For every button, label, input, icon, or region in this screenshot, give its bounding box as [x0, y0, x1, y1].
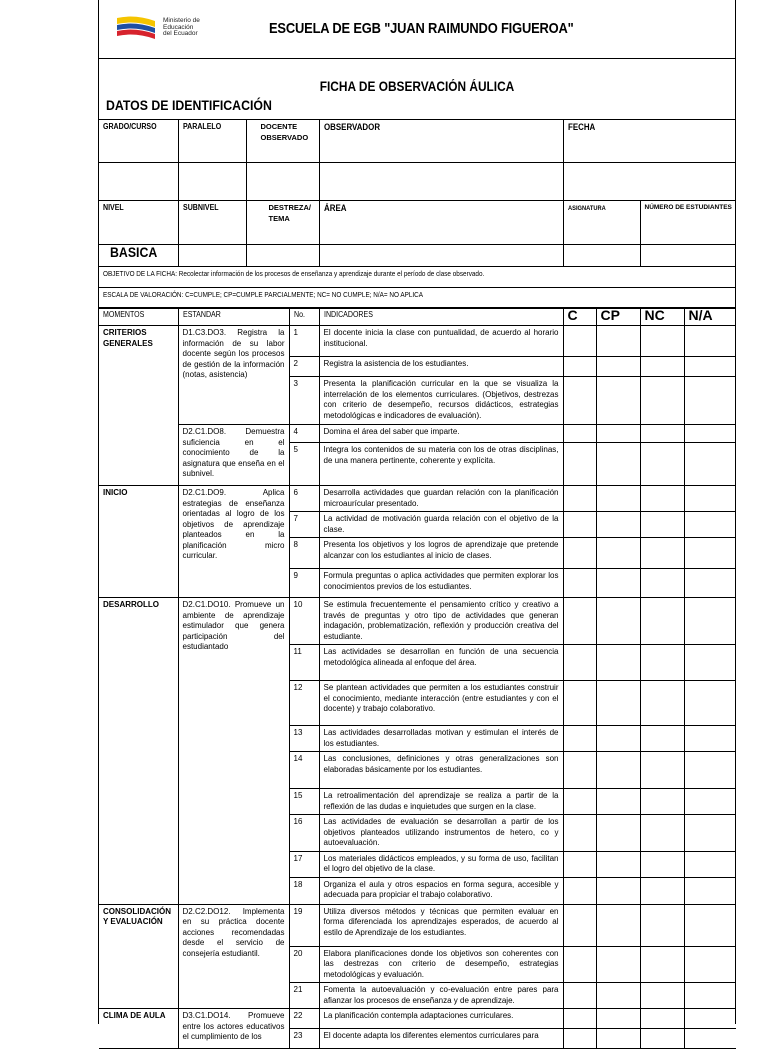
na-check[interactable] [684, 681, 736, 726]
indicator-cell: Las actividades se desarrollan en función de una secuencia metodológica alineada al enfoque del área. [319, 645, 563, 681]
cp-check[interactable] [596, 1029, 640, 1049]
row-number: 8 [289, 538, 319, 569]
row-number: 23 [289, 1029, 319, 1049]
row-number: 22 [289, 1009, 319, 1029]
momentos-header: MOMENTOS [99, 308, 178, 326]
indicator-cell: Las actividades desarrolladas motivan y estimulan el interés de los estudiantes. [319, 726, 563, 752]
row-number: 5 [289, 443, 319, 486]
nc-check[interactable] [640, 681, 684, 726]
nc-check[interactable] [640, 326, 684, 357]
subnivel-label: SUBNIVEL [178, 201, 246, 245]
row-number: 21 [289, 983, 319, 1009]
na-check[interactable] [684, 946, 736, 983]
c-check[interactable] [563, 1029, 596, 1049]
row-number: 12 [289, 681, 319, 726]
momento-cell: CLIMA DE AULA [99, 1009, 178, 1049]
na-check[interactable] [684, 512, 736, 538]
estandar-header: ESTANDAR [178, 308, 289, 326]
destreza-label: DESTREZA/ TEMA [246, 201, 319, 245]
row-number: 17 [289, 851, 319, 877]
row-number: 6 [289, 486, 319, 512]
c-check[interactable] [563, 983, 596, 1009]
indicator-cell: El docente inicia la clase con puntualidad, de acuerdo al horario institucional. [319, 326, 563, 357]
paralelo-label: PARALELO [178, 120, 246, 163]
row-number: 2 [289, 357, 319, 377]
nc-check[interactable] [640, 486, 684, 512]
row-number: 18 [289, 877, 319, 904]
indicator-cell: Los materiales didácticos empleados, y su forma de uso, facilitan el logro del objetivo de la clase. [319, 851, 563, 877]
estandar-cell: D2.C2.DO12. Implementa en su práctica docente acciones recomendadas desde el servicio de consejería estudiantil. [178, 904, 289, 1009]
c-check[interactable] [563, 598, 596, 645]
observador-value[interactable] [319, 163, 563, 201]
c-check[interactable] [563, 851, 596, 877]
na-check[interactable] [684, 815, 736, 852]
header-divider [99, 58, 735, 59]
row-number: 11 [289, 645, 319, 681]
subnivel-value[interactable] [178, 245, 246, 267]
observador-label: OBSERVADOR [319, 120, 563, 163]
row-number: 15 [289, 789, 319, 815]
c-check[interactable] [563, 752, 596, 789]
nc-check[interactable] [640, 1029, 684, 1049]
asignatura-label: ASIGNATURA [563, 201, 640, 245]
cp-check[interactable] [596, 443, 640, 486]
na-check[interactable] [684, 877, 736, 904]
row-number: 1 [289, 326, 319, 357]
cp-check[interactable] [596, 983, 640, 1009]
school-name: ESCUELA DE EGB "JUAN RAIMUNDO FIGUEROA" [269, 20, 574, 37]
nc-check[interactable] [640, 377, 684, 425]
cp-check[interactable] [596, 904, 640, 946]
cp-check[interactable] [596, 598, 640, 645]
nc-check[interactable] [640, 789, 684, 815]
area-label: ÁREA [319, 201, 563, 245]
c-check[interactable] [563, 1009, 596, 1029]
cp-check[interactable] [596, 789, 640, 815]
area-value[interactable] [319, 245, 563, 267]
objective-row: OBJETIVO DE LA FICHA: Recolectar información de los procesos de enseñanza y aprendizaje durante el período de clase observado. [99, 267, 736, 288]
nc-check[interactable] [640, 357, 684, 377]
cp-check[interactable] [596, 1009, 640, 1029]
indicator-cell: Presenta la planificación curricular en la que se visualiza la interrelación de los elementos curriculares. (Objetivos, destrezas con criterio de desempeño, recursos didácticos, estrategias metodológicas e indicadores de evaluación). [319, 377, 563, 425]
na-check[interactable] [684, 983, 736, 1009]
c-check[interactable] [563, 904, 596, 946]
cp-check[interactable] [596, 512, 640, 538]
nc-check[interactable] [640, 877, 684, 904]
form-title: FICHA DE OBSERVACIÓN ÁULICA [319, 79, 515, 94]
na-check[interactable] [684, 357, 736, 377]
c-check[interactable] [563, 681, 596, 726]
momento-cell: CONSOLIDACIÓN Y EVALUACIÓN [99, 904, 178, 1009]
observation-table [99, 307, 736, 1049]
indicator-cell: Domina el área del saber que imparte. [319, 425, 563, 443]
cp-check[interactable] [596, 645, 640, 681]
indicator-cell: La actividad de motivación guarda relación con el objetivo de la clase. [319, 512, 563, 538]
na-check[interactable] [684, 789, 736, 815]
docente-label: DOCENTE OBSERVADO [246, 120, 319, 163]
c-check[interactable] [563, 377, 596, 425]
nc-check[interactable] [640, 569, 684, 598]
cp-check[interactable] [596, 486, 640, 512]
indicator-cell: Utiliza diversos métodos y técnicas que permiten evaluar en forma diferenciada los aprendizajes esperados, de acuerdo al estilo de Aprendizaje de los estudiantes. [319, 904, 563, 946]
cp-check[interactable] [596, 851, 640, 877]
indicator-cell: Integra los contenidos de su materia con los de otras disciplinas, de una manera pertinente, coherente y explícita. [319, 443, 563, 486]
c-check[interactable] [563, 425, 596, 443]
c-check[interactable] [563, 789, 596, 815]
nc-check[interactable] [640, 645, 684, 681]
no-header: No. [289, 308, 319, 326]
indicator-cell: Organiza el aula y otros espacios en forma segura, accesible y adecuada para propiciar el trabajo colaborativo. [319, 877, 563, 904]
grado-label: GRADO/CURSO [99, 120, 178, 163]
indicator-cell: Las conclusiones, definiciones y otras generalizaciones son elaboradas básicamente por los estudiantes. [319, 752, 563, 789]
observation-sheet [98, 0, 736, 1041]
section-title: DATOS DE IDENTIFICACIÓN [106, 97, 272, 113]
indicator-cell: Se estimula frecuentemente el pensamiento crítico y creativo a través de preguntas y otro tipo de actividades que generan indagación, problematización, reflexión y producción creativa del estudiante. [319, 598, 563, 645]
nc-check[interactable] [640, 512, 684, 538]
school-header [99, 0, 735, 59]
cp-check[interactable] [596, 752, 640, 789]
indicator-cell: Desarrolla actividades que guardan relación con la planificación microaurícular presentado. [319, 486, 563, 512]
c-check[interactable] [563, 538, 596, 569]
grado-value[interactable] [99, 163, 178, 201]
na-check[interactable] [684, 538, 736, 569]
indicator-cell: Elabora planificaciones donde los objetivos son coherentes con las destrezas con criterio de desempeño, estrategias metodológicas y evaluación. [319, 946, 563, 983]
na-check[interactable] [684, 752, 736, 789]
cp-check[interactable] [596, 569, 640, 598]
c-check[interactable] [563, 486, 596, 512]
identification-table [99, 119, 736, 309]
nc-check[interactable] [640, 726, 684, 752]
cp-check[interactable] [596, 815, 640, 852]
scale-row: ESCALA DE VALORACIÓN: C=CUMPLE; CP=CUMPLE PARCIALMENTE; NC= NO CUMPLE; N/A= NO APLICA [99, 288, 736, 309]
row-number: 10 [289, 598, 319, 645]
cp-check[interactable] [596, 357, 640, 377]
cp-check[interactable] [596, 681, 640, 726]
ministry-flag-icon [115, 15, 159, 41]
numero-label: NÚMERO DE ESTUDIANTES [640, 201, 736, 245]
numero-value[interactable] [640, 245, 736, 267]
c-check[interactable] [563, 443, 596, 486]
cp-check[interactable] [596, 377, 640, 425]
na-check[interactable] [684, 904, 736, 946]
nivel-value[interactable]: BASICA [99, 245, 178, 267]
indicator-cell: Registra la asistencia de los estudiantes. [319, 357, 563, 377]
momento-cell: CRITERIOS GENERALES [99, 326, 178, 486]
nivel-label: NIVEL [99, 201, 178, 245]
c-check[interactable] [563, 512, 596, 538]
na-check[interactable] [684, 645, 736, 681]
ministry-logo-text: Ministerio de Educación del Ecuador [163, 17, 200, 38]
nc-check[interactable] [640, 538, 684, 569]
row-number: 4 [289, 425, 319, 443]
indicator-cell: La planificación contempla adaptaciones curriculares. [319, 1009, 563, 1029]
na-check[interactable] [684, 425, 736, 443]
nc-check[interactable] [640, 598, 684, 645]
fecha-label: FECHA [563, 120, 736, 163]
indicator-cell: Las actividades de evaluación se desarrollan a partir de los objetivos planteados utilizando instrumentos de hetero, co y autoevaluación. [319, 815, 563, 852]
cp-header: CP [596, 308, 640, 326]
estandar-cell: D2.C1.DO10. Promueve un ambiente de aprendizaje estimulador que genera participación del estudiantado [178, 598, 289, 905]
c-check[interactable] [563, 877, 596, 904]
nc-check[interactable] [640, 1009, 684, 1029]
na-check[interactable] [684, 443, 736, 486]
docente-value[interactable] [246, 163, 319, 201]
c-check[interactable] [563, 326, 596, 357]
na-check[interactable] [684, 726, 736, 752]
paralelo-value[interactable] [178, 163, 246, 201]
nc-check[interactable] [640, 425, 684, 443]
na-check[interactable] [684, 1029, 736, 1049]
estandar-cell: D3.C1.DO14. Promueve entre los actores educativos el cumplimiento de los [178, 1009, 289, 1049]
row-number: 19 [289, 904, 319, 946]
cp-check[interactable] [596, 877, 640, 904]
indicator-cell: Se plantean actividades que permiten a los estudiantes construir el conocimiento, mediante interacción (entre estudiantes y con el docente) y trabajo colaborativo. [319, 681, 563, 726]
estandar-cell: D2.C1.DO9. Aplica estrategias de enseñanza orientadas al logro de los objetivos de aprendizaje planteados en la planificación micro curricular. [178, 486, 289, 598]
row-number: 14 [289, 752, 319, 789]
ministry-logo [115, 14, 227, 42]
nc-check[interactable] [640, 752, 684, 789]
na-check[interactable] [684, 486, 736, 512]
row-number: 13 [289, 726, 319, 752]
estandar-cell: D2.C1.DO8. Demuestra suficiencia en el conocimiento de la asignatura que enseña en el subnivel. [178, 425, 289, 486]
cp-check[interactable] [596, 946, 640, 983]
cp-check[interactable] [596, 538, 640, 569]
c-header: C [563, 308, 596, 326]
cp-check[interactable] [596, 726, 640, 752]
indicator-cell: Presenta los objetivos y los logros de aprendizaje que pretende alcanzar con los estudiantes al inicio de clases. [319, 538, 563, 569]
c-check[interactable] [563, 726, 596, 752]
row-number: 3 [289, 377, 319, 425]
momento-cell: INICIO [99, 486, 178, 598]
row-number: 16 [289, 815, 319, 852]
na-header: N/A [684, 308, 736, 326]
c-check[interactable] [563, 569, 596, 598]
asignatura-value[interactable] [563, 245, 640, 267]
c-check[interactable] [563, 815, 596, 852]
na-check[interactable] [684, 1009, 736, 1029]
nc-check[interactable] [640, 904, 684, 946]
na-check[interactable] [684, 377, 736, 425]
na-check[interactable] [684, 851, 736, 877]
na-check[interactable] [684, 598, 736, 645]
nc-header: NC [640, 308, 684, 326]
nc-check[interactable] [640, 946, 684, 983]
row-number: 20 [289, 946, 319, 983]
cp-check[interactable] [596, 326, 640, 357]
indicadores-header: INDICADORES [319, 308, 563, 326]
na-check[interactable] [684, 326, 736, 357]
indicator-cell: El docente adapta los diferentes elementos curriculares para [319, 1029, 563, 1049]
c-check[interactable] [563, 357, 596, 377]
nc-check[interactable] [640, 983, 684, 1009]
c-check[interactable] [563, 946, 596, 983]
destreza-value[interactable] [246, 245, 319, 267]
indicator-cell: La retroalimentación del aprendizaje se realiza a partir de la reflexión de las dudas e inquietudes que surgen en la clase. [319, 789, 563, 815]
estandar-cell: D1.C3.DO3. Registra la información de su labor docente según los procesos de gestión de la información (notas, asistencia) [178, 326, 289, 425]
momento-cell: DESARROLLO [99, 598, 178, 905]
indicator-cell: Formula preguntas o aplica actividades que permiten explorar los conocimientos previos de los estudiantes. [319, 569, 563, 598]
cp-check[interactable] [596, 425, 640, 443]
row-number: 9 [289, 569, 319, 598]
c-check[interactable] [563, 645, 596, 681]
nc-check[interactable] [640, 815, 684, 852]
row-number: 7 [289, 512, 319, 538]
indicator-cell: Fomenta la autoevaluación y co-evaluación entre pares para afianzar los procesos de enseñanza y de aprendizaje. [319, 983, 563, 1009]
nc-check[interactable] [640, 443, 684, 486]
nc-check[interactable] [640, 851, 684, 877]
na-check[interactable] [684, 569, 736, 598]
fecha-value[interactable] [563, 163, 736, 201]
